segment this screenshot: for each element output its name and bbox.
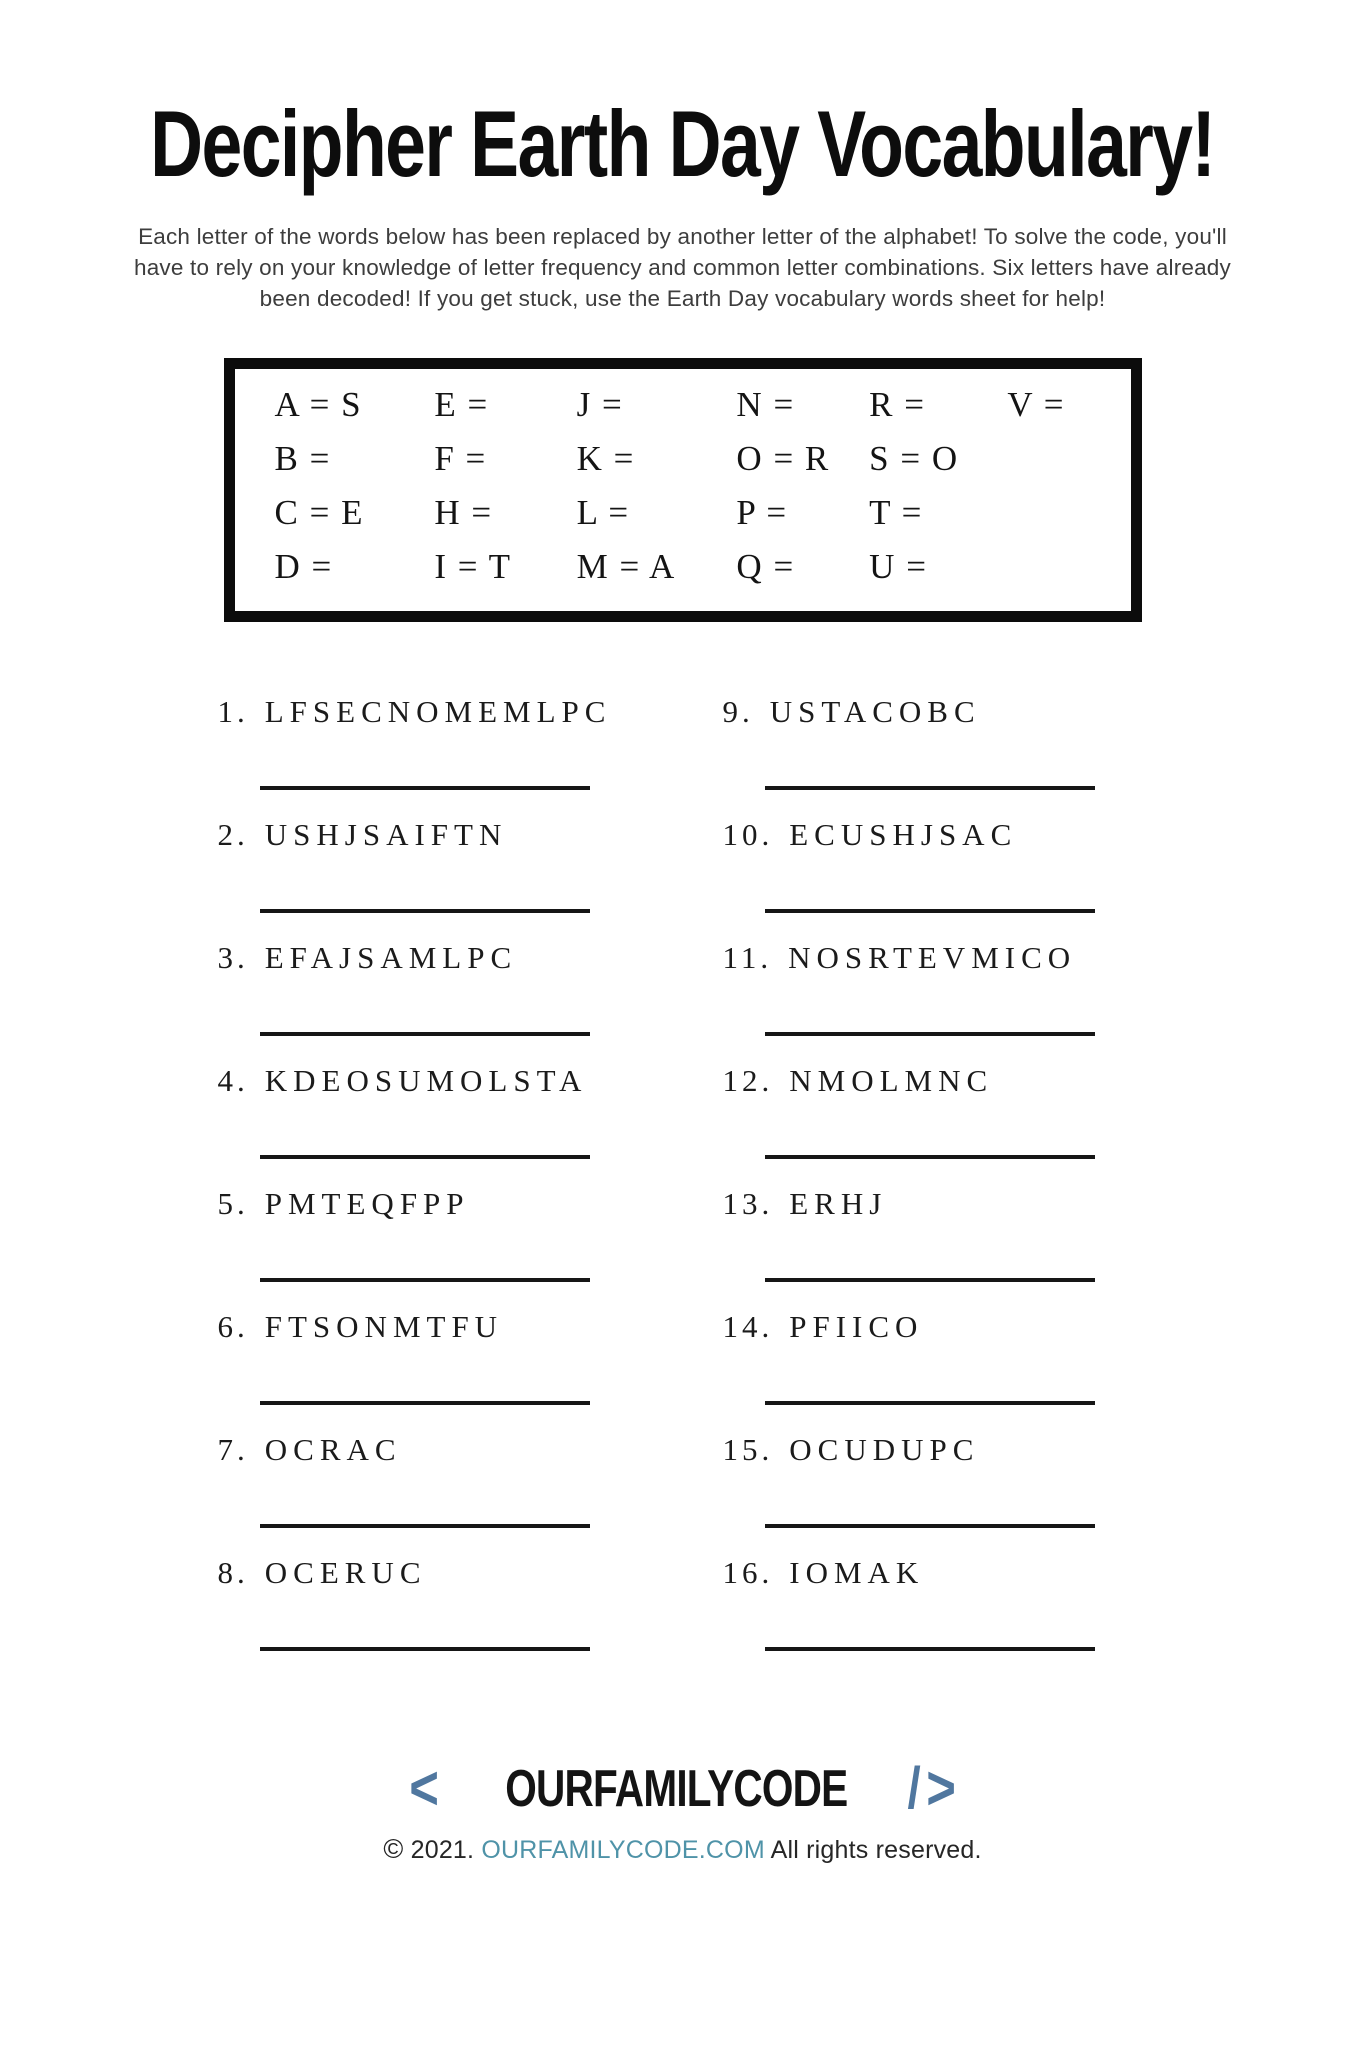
puzzle-number: 14. xyxy=(722,1309,774,1345)
puzzle-letters: USTACOBC xyxy=(769,694,981,730)
answer-line xyxy=(260,909,590,913)
cipher-key-entry-l: L = xyxy=(576,493,630,533)
cipher-word xyxy=(723,1432,1148,1468)
cipher-key-entry-i: I = T xyxy=(434,547,512,587)
instructions-text: Each letter of the words below has been replaced by another letter of the alphabet! To solve the code, you'll have to rely on your knowledge of letter frequency and common letter combinations. Six letters have already been decoded! If you get stuck, use the Earth Day vocabulary words sheet for help! xyxy=(134,224,1231,311)
puzzle-item xyxy=(218,1063,723,1186)
answer-line xyxy=(765,909,1095,913)
puzzle-letters: OCRAC xyxy=(264,1432,402,1468)
cipher-word xyxy=(218,817,723,853)
puzzle-number: 12. xyxy=(722,1063,774,1099)
puzzle-item xyxy=(723,694,1148,817)
answer-line xyxy=(260,786,590,790)
cipher-key-entry-empty xyxy=(1007,547,1122,587)
cipher-word xyxy=(218,1309,723,1345)
puzzle-item xyxy=(218,1432,723,1555)
puzzle-item xyxy=(723,1186,1148,1309)
cipher-word xyxy=(218,940,723,976)
puzzle-item xyxy=(218,817,723,940)
code-slash-icon: / xyxy=(907,1756,921,1822)
cipher-key-entry-n: N = xyxy=(736,385,795,425)
puzzle-letters: PMTEQFPP xyxy=(264,1186,470,1222)
puzzle-letters: PFIICO xyxy=(789,1309,924,1345)
cipher-word xyxy=(723,1555,1148,1591)
puzzle-letters: LFSECNOMEMLPC xyxy=(264,694,612,730)
puzzle-number: 6. xyxy=(217,1309,249,1345)
cipher-key-entry-m: M = A xyxy=(576,547,676,587)
puzzle-column-right xyxy=(723,694,1148,1678)
copyright-icon: © xyxy=(383,1834,404,1865)
cipher-word xyxy=(723,1063,1148,1099)
cipher-key-grid xyxy=(275,385,1123,587)
puzzle-letters: EFAJSAMLPC xyxy=(264,940,518,976)
answer-line xyxy=(765,1155,1095,1159)
puzzle-letters: NOSRTEVMICO xyxy=(788,940,1077,976)
puzzle-number: 15. xyxy=(722,1432,774,1468)
cipher-key-entry-f: F = xyxy=(434,439,487,479)
answer-line xyxy=(260,1155,590,1159)
cipher-key-entry-o: O = R xyxy=(736,439,830,479)
puzzle-item xyxy=(218,940,723,1063)
puzzle-letters: OCUDUPC xyxy=(789,1432,980,1468)
cipher-key-box xyxy=(224,358,1142,622)
puzzle-letters: USHJSAIFTN xyxy=(264,817,508,853)
puzzle-item xyxy=(723,817,1148,940)
cipher-key-entry-t: T = xyxy=(869,493,923,533)
puzzle-letters: ECUSHJSAC xyxy=(789,817,1018,853)
puzzle-number: 16. xyxy=(722,1555,774,1591)
answer-line xyxy=(765,1278,1095,1282)
puzzle-item xyxy=(218,1555,723,1678)
puzzle-letters: FTSONMTFU xyxy=(264,1309,504,1345)
cipher-word xyxy=(218,1063,723,1099)
cipher-key-entry-h: H = xyxy=(434,493,493,533)
puzzle-letters: KDEOSUMOLSTA xyxy=(264,1063,588,1099)
cipher-key-entry-empty xyxy=(1007,493,1122,533)
puzzle-number: 13. xyxy=(722,1186,774,1222)
cipher-key-entry-c: C = E xyxy=(274,493,364,533)
cipher-key-entry-v: V = xyxy=(1007,385,1065,425)
cipher-key-entry-a: A = S xyxy=(274,385,363,425)
cipher-key-entry-r: R = xyxy=(869,385,926,425)
answer-line xyxy=(260,1278,590,1282)
cipher-key-entry-p: P = xyxy=(736,493,788,533)
puzzle-item xyxy=(723,1432,1148,1555)
cipher-key-entry-e: E = xyxy=(434,385,489,425)
copyright-rest: All rights reserved. xyxy=(770,1836,982,1865)
puzzle-number: 11. xyxy=(722,940,773,976)
cipher-word xyxy=(218,1555,723,1591)
puzzle-letters: OCERUC xyxy=(264,1555,427,1591)
answer-line xyxy=(765,1524,1095,1528)
cipher-key-entry-q: Q = xyxy=(736,547,795,587)
cipher-word xyxy=(723,940,1148,976)
puzzle-number: 5. xyxy=(217,1186,249,1222)
puzzle-list xyxy=(218,694,1148,1678)
cipher-word xyxy=(218,694,723,730)
cipher-word xyxy=(723,817,1148,853)
cipher-key-entry-u: U = xyxy=(869,547,928,587)
answer-line xyxy=(765,786,1095,790)
puzzle-number: 10. xyxy=(722,817,774,853)
answer-line xyxy=(765,1401,1095,1405)
puzzle-item xyxy=(723,940,1148,1063)
puzzle-item xyxy=(723,1309,1148,1432)
cipher-word xyxy=(723,1186,1148,1222)
puzzle-item xyxy=(218,694,723,817)
puzzle-number: 8. xyxy=(217,1555,249,1591)
puzzle-number: 7. xyxy=(217,1432,249,1468)
answer-line xyxy=(765,1647,1095,1651)
puzzle-number: 2. xyxy=(217,817,249,853)
footer xyxy=(0,1754,1365,1865)
puzzle-item xyxy=(218,1309,723,1432)
answer-line xyxy=(260,1647,590,1651)
puzzle-item xyxy=(723,1555,1148,1678)
puzzle-letters: ERHJ xyxy=(789,1186,888,1222)
puzzle-item xyxy=(723,1063,1148,1186)
cipher-word xyxy=(218,1432,723,1468)
puzzle-column-left xyxy=(218,694,723,1678)
cipher-word xyxy=(723,1309,1148,1345)
puzzle-number: 3. xyxy=(217,940,249,976)
answer-line xyxy=(260,1032,590,1036)
puzzle-letters: IOMAK xyxy=(789,1555,925,1591)
right-angle-bracket-icon: > xyxy=(925,1754,956,1824)
puzzle-letters: NMOLMNC xyxy=(789,1063,994,1099)
puzzle-item xyxy=(218,1186,723,1309)
cipher-key-entry-j: J = xyxy=(576,385,624,425)
left-angle-bracket-icon: < xyxy=(409,1754,440,1824)
answer-line xyxy=(765,1032,1095,1036)
puzzle-number: 4. xyxy=(217,1063,249,1099)
puzzle-number: 1. xyxy=(217,694,249,730)
copyright-site-link[interactable]: OURFAMILYCODE.COM xyxy=(481,1836,765,1865)
cipher-key-entry-s: S = O xyxy=(869,439,959,479)
copyright-line xyxy=(0,1834,1365,1865)
cipher-word xyxy=(723,694,1148,730)
cipher-key-entry-d: D = xyxy=(274,547,333,587)
answer-line xyxy=(260,1524,590,1528)
page-title: Decipher Earth Day Vocabulary! xyxy=(150,91,1215,196)
answer-line xyxy=(260,1401,590,1405)
footer-logo xyxy=(406,1754,959,1824)
puzzle-number: 9. xyxy=(722,694,754,730)
cipher-key-entry-b: B = xyxy=(274,439,331,479)
brand-name: OURFAMILYCODE xyxy=(505,1760,848,1819)
cipher-word xyxy=(218,1186,723,1222)
cipher-key-entry-empty xyxy=(1007,439,1122,479)
copyright-year: 2021. xyxy=(410,1836,475,1865)
cipher-key-entry-k: K = xyxy=(576,439,635,479)
